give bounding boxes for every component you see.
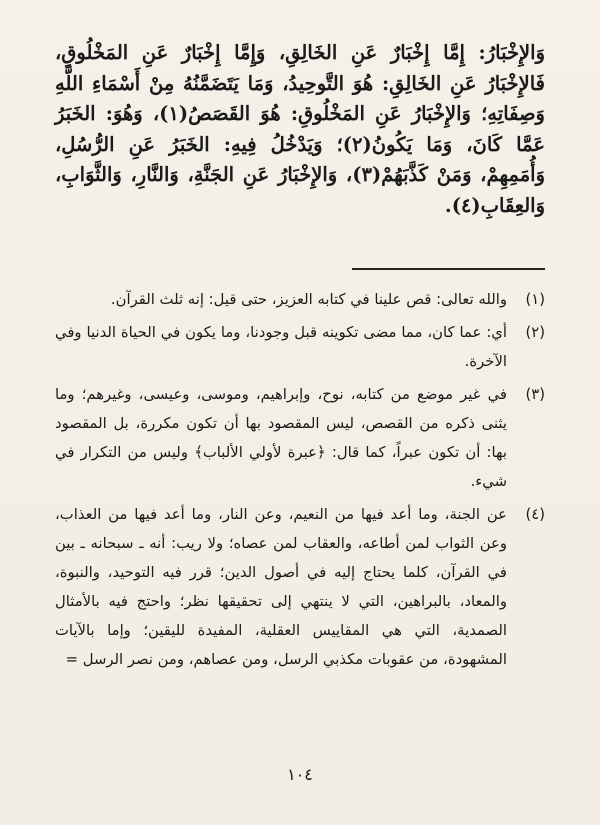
main-paragraph: وَالإِخْبَارُ: إِمَّا إِخْبَارٌ عَنِ الخَالِقِ، وَإِمَّا إِخْبَارٌ عَنِ المَخْلُوقِ، فَالإِخْبَارُ عَنِ الخَالِقِ: هُوَ التَّوحِيدُ، وَمَا يَتَضَمَّنُهُ مِنْ أَسْمَاءِ اللَّهِ وَصِفَاتِهِ؛ وَالإِخْبَارُ عَنِ المَخْلُوقِ: هُوَ القَصَصُ(١)، وَهُوَ: الخَبَرُ عَمَّا كَانَ، وَمَا يَكُونُ(٢)؛ وَيَدْخُلُ فِيهِ: الخَبَرُ عَنِ الرُّسُلِ، وَأُمَمِهِمْ، وَمَنْ كَذَّبَهُمْ(٣)، وَالإِخْبَارُ عَنِ الجَنَّةِ، وَالنَّارِ، وَالثَّوَابِ، وَالعِقَابِ(٤). [55,41,545,217]
footnote-text: في غير موضع من كتابه، نوح، وإبراهيم، وموسى، وعيسى، وغيرهم؛ وما يثنى ذكره من القصص، ليس المقصود بها أن تكون مكررة، بل المقصود بها: أن تكون عبراً، كما قال: ﴿عبرة لأولي الألباب﴾ وليس من التكرار في شيء. [55,386,507,490]
footnote-number: (٤) [525,506,545,523]
footnote-4 [55,500,545,674]
footnote-text: أي: عما كان، مما مضى تكوينه قبل وجودنا، وما يكون في الحياة الدنيا وفي الآخرة. [55,324,507,370]
footnote-separator [352,268,545,270]
footnote-text: والله تعالى: قص علينا في كتابه العزيز، حتى قيل: إنه ثلث القرآن. [110,291,507,308]
footnote-2 [55,318,545,376]
main-text-block [55,38,545,221]
page-number: ١٠٤ [287,765,313,784]
footnotes [55,285,545,678]
footnote-number: (٣) [525,386,545,403]
footnote-number: (١) [525,291,545,308]
footnote-3 [55,380,545,496]
footnote-number: (٢) [525,324,545,341]
footnote-text: عن الجنة، وما أعد فيها من النعيم، وعن النار، وما أعد فيها من العذاب، وعن الثواب لمن أطاعه، والعقاب لمن عصاه؛ ولا ريب: أنه ـ سبحانه ـ بين في القرآن، كلما يحتاج إليه في أصول الدين؛ قرر فيه التوحيد، والنبوة، والمعاد، بالبراهين، التي لا ينتهي إلى تحقيقها نظر؛ واحتج فيه بالأمثال الصمدية، التي هي المقاييس العقلية، المفيدة لليقين؛ وإما بالآيات المشهودة، من عقوبات مكذبي الرسل، ومن عصاهم، ومن نصر الرسل = [55,506,507,668]
footnote-1 [55,285,545,314]
